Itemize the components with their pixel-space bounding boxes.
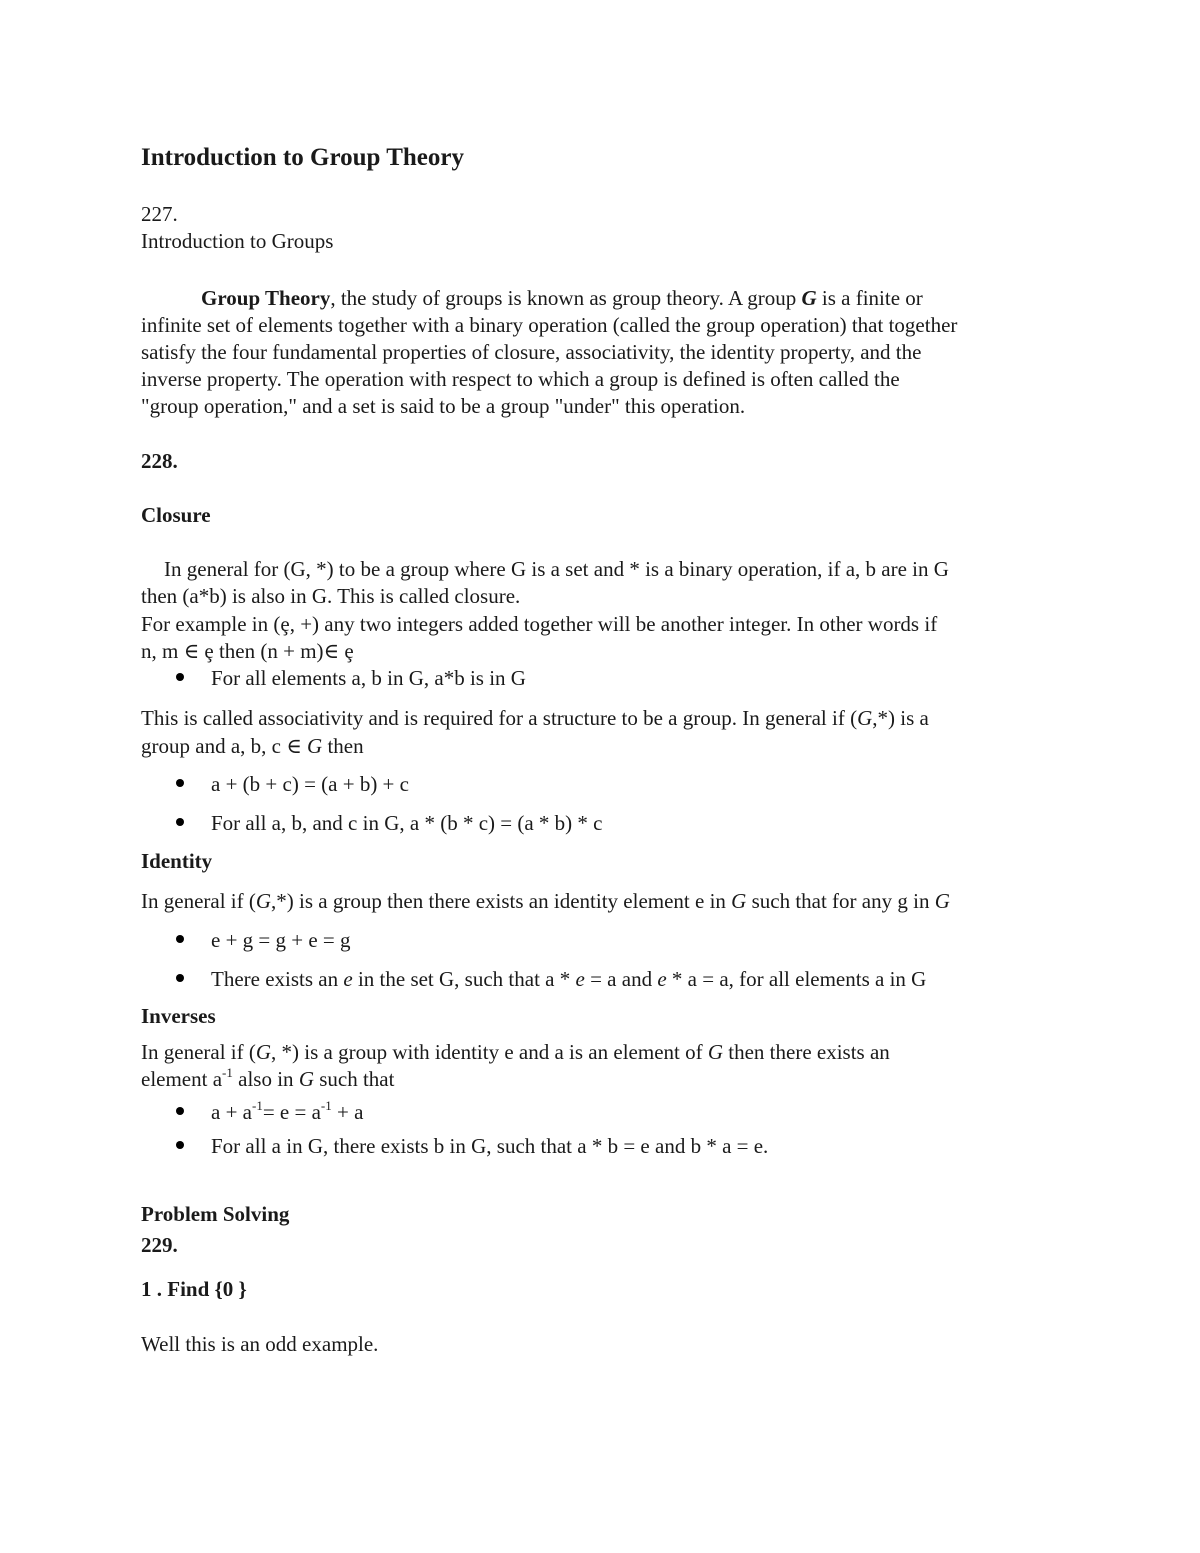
closure-line-2: then (a*b) is also in G. This is called closure. xyxy=(141,584,521,608)
inverses-bullet-1: $a + a^{-1}= e = a^{-1} + a$ xyxy=(211,1098,364,1124)
group-theory-line-1: Group Theory, the study of groups is known as group theory. A group G is a finite or xyxy=(201,286,923,310)
section-number-227: 227. xyxy=(141,202,178,226)
problem-solving-heading: Problem Solving xyxy=(141,1202,290,1226)
group-theory-line-5: "group operation," and a set is said to be a group "under" this operation. xyxy=(141,394,746,418)
group-theory-line-4: inverse property. The operation with respect to which a group is defined is often called the xyxy=(141,367,900,391)
bullet-icon xyxy=(176,1141,184,1149)
assoc-line-2: group and a, b, c ∈ G then xyxy=(141,734,364,758)
bullet-icon xyxy=(176,974,184,982)
assoc-bullet-2: For all a, b, and c in G, a * (b * c) = (a * b) * c xyxy=(211,811,603,835)
section-subtitle: Introduction to Groups xyxy=(141,229,334,253)
bullet-icon xyxy=(176,779,184,787)
closure-heading: Closure xyxy=(141,503,211,527)
section-number-228: 228. xyxy=(141,449,178,473)
inverses-heading: Inverses xyxy=(141,1004,216,1028)
closure-line-3: For example in (ȩ, +) any two integers added together will be another integer. In other words if xyxy=(141,612,938,636)
inverses-bullet-2: For all a in G, there exists b in G, such that a * b = e and b * a = e. xyxy=(211,1134,769,1158)
bullet-icon xyxy=(176,1107,184,1115)
bullet-icon xyxy=(176,818,184,826)
identity-heading: Identity xyxy=(141,849,213,873)
inverses-line-1: In general if (G, *) is a group with identity e and a is an element of G then there exists an xyxy=(141,1040,890,1064)
identity-bullet-2: There exists an e in the set G, such that a * e = a and e * a = a, for all elements a in G xyxy=(211,967,927,991)
group-theory-line-3: satisfy the four fundamental properties of closure, associativity, the identity property, and the xyxy=(141,340,922,364)
group-theory-line-2: infinite set of elements together with a binary operation (called the group operation) that together xyxy=(141,313,958,337)
section-number-229: 229. xyxy=(141,1233,178,1257)
identity-bullet-1: e + g = g + e = g xyxy=(211,928,351,952)
identity-line-1: In general if (G,*) is a group then there exists an identity element e in G such that for any g in G xyxy=(141,889,950,913)
closure-line-1: In general for (G, *) to be a group where G is a set and * is a binary operation, if a, b are in G xyxy=(164,557,949,581)
closure-bullet-1: For all elements a, b in G, a*b is in G xyxy=(211,666,526,690)
bullet-icon xyxy=(176,935,184,943)
assoc-bullet-1: a + (b + c) = (a + b) + c xyxy=(211,772,409,796)
document-title: Introduction to Group Theory xyxy=(141,144,464,171)
assoc-line-1: This is called associativity and is required for a structure to be a group. In general if (G,*) is a xyxy=(141,706,929,730)
inverses-line-2: element $a^{-1}$ also in G such that xyxy=(141,1065,395,1091)
problem-answer: Well this is an odd example. xyxy=(141,1332,379,1356)
closure-line-4: n, m ∈ ȩ then (n + m)∈ ȩ xyxy=(141,639,354,663)
group-theory-term: Group Theory xyxy=(201,286,331,310)
bullet-icon xyxy=(176,673,184,681)
problem-1: 1 . Find {0 } xyxy=(141,1277,247,1301)
group-symbol: G xyxy=(801,286,817,310)
